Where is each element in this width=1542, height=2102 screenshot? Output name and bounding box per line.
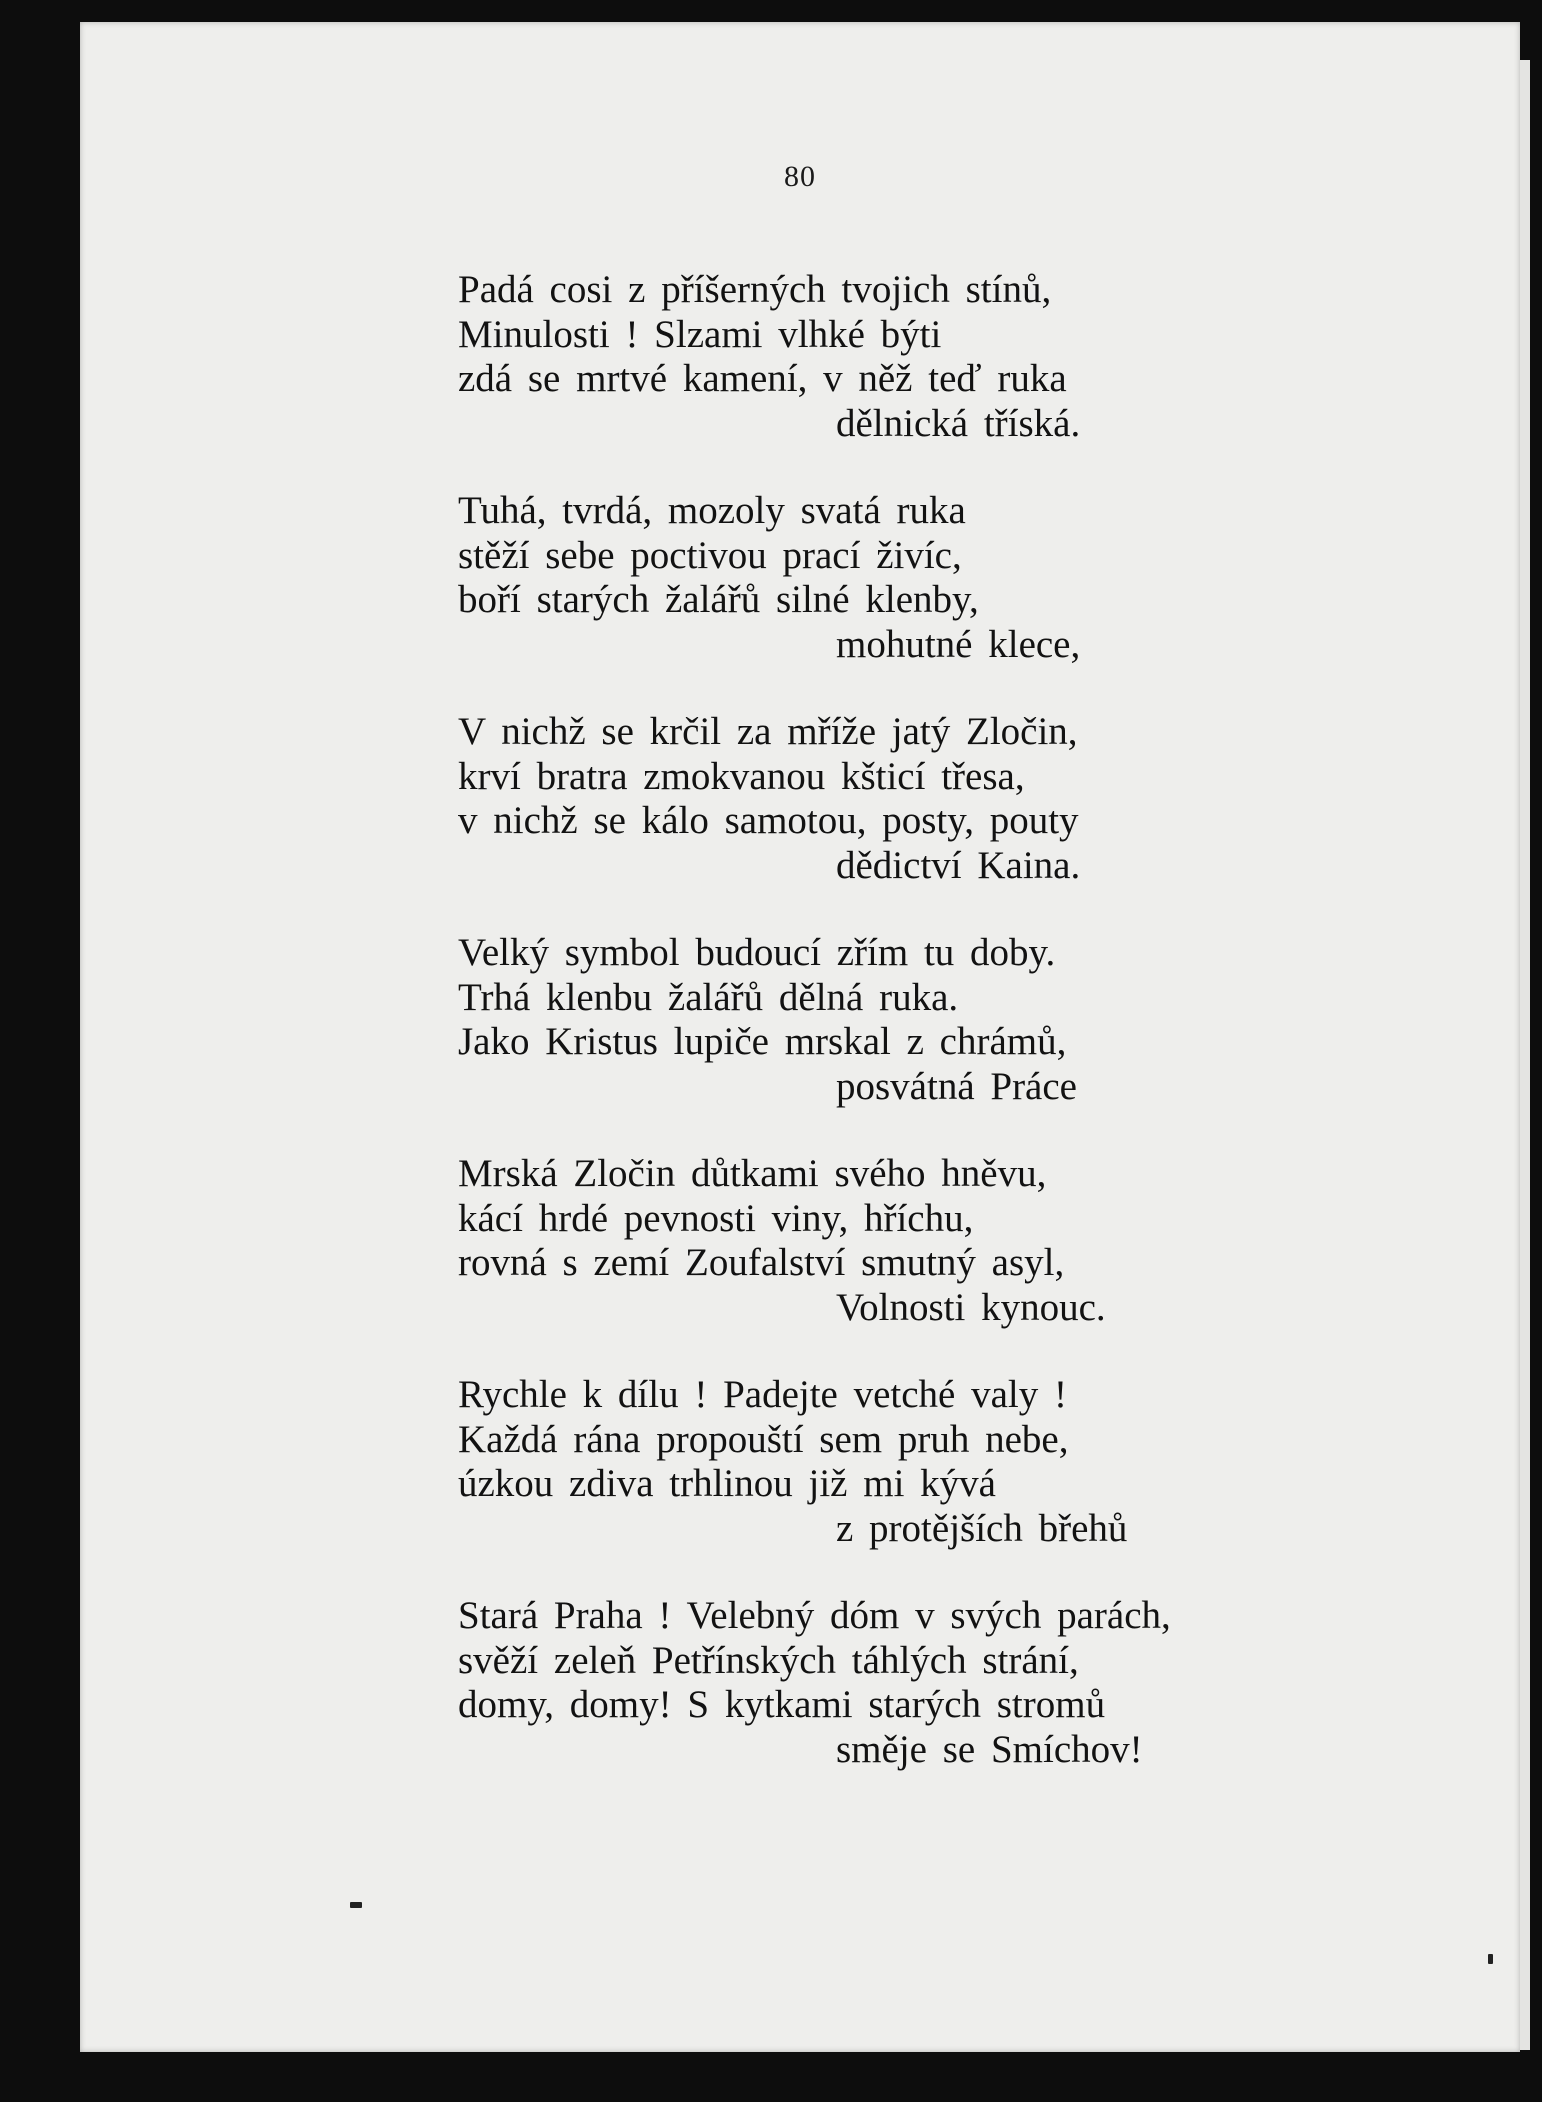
poem-line: Tuhá, tvrdá, mozoly svatá ruka xyxy=(458,489,966,532)
stanza-4 xyxy=(458,931,1418,1109)
poem-line: Rychle k dílu ! Padejte vetché valy ! xyxy=(458,1373,1068,1416)
poem-line-indented: posvátná Práce xyxy=(836,1064,1077,1108)
poem xyxy=(458,268,1418,1815)
poem-line: v nichž se kálo samotou, posty, pouty xyxy=(458,799,1079,842)
poem-line-indented: směje se Smíchov! xyxy=(836,1727,1143,1771)
poem-line: krví bratra zmokvanou kšticí třesa, xyxy=(458,754,1025,798)
poem-line: domy, domy! S kytkami starých stromů xyxy=(458,1683,1106,1726)
poem-line: Trhá klenbu žalářů dělná ruka. xyxy=(458,975,959,1019)
poem-line-indented: dělnická tříská. xyxy=(836,401,1081,445)
page-number: 80 xyxy=(784,160,816,193)
poem-line: Mrská Zločin důtkami svého hněvu, xyxy=(458,1152,1047,1195)
poem-line: Padá cosi z příšerných tvojich stínů, xyxy=(458,268,1052,311)
poem-line: V nichž se krčil za mříže jatý Zločin, xyxy=(458,710,1078,753)
poem-line: stěží sebe poctivou prací živíc, xyxy=(458,533,962,577)
poem-line: Minulosti ! Slzami vlhké býti xyxy=(458,312,942,356)
scan-speck xyxy=(1488,1954,1493,1964)
stanza-6 xyxy=(458,1373,1418,1551)
poem-line-indented: mohutné klece, xyxy=(836,622,1081,666)
book-page xyxy=(80,22,1520,2052)
stanza-7 xyxy=(458,1594,1418,1772)
stanza-2 xyxy=(458,489,1418,667)
adjacent-page-edge xyxy=(1520,60,1530,2050)
poem-line: svěží zeleň Petřínských táhlých strání, xyxy=(458,1638,1079,1682)
poem-line: zdá se mrtvé kamení, v něž teď ruka xyxy=(458,357,1067,400)
scan-speck xyxy=(350,1902,362,1908)
poem-line-indented: z protějších břehů xyxy=(836,1506,1128,1550)
poem-line: Stará Praha ! Velebný dóm v svých parách, xyxy=(458,1594,1171,1637)
poem-line: Jako Kristus lupiče mrskal z chrámů, xyxy=(458,1020,1067,1063)
poem-line: rovná s zemí Zoufalství smutný asyl, xyxy=(458,1241,1065,1284)
poem-line-indented: Volnosti kynouc. xyxy=(836,1285,1106,1329)
poem-line-indented: dědictví Kaina. xyxy=(836,843,1081,887)
stanza-3 xyxy=(458,710,1418,888)
stanza-5 xyxy=(458,1152,1418,1330)
poem-line: Velký symbol budoucí zřím tu doby. xyxy=(458,931,1056,974)
poem-line: Každá rána propouští sem pruh nebe, xyxy=(458,1417,1069,1461)
poem-line: boří starých žalářů silné klenby, xyxy=(458,578,979,621)
poem-line: úzkou zdiva trhlinou již mi kývá xyxy=(458,1462,996,1505)
poem-line: kácí hrdé pevnosti viny, hříchu, xyxy=(458,1196,974,1240)
stanza-1 xyxy=(458,268,1418,446)
